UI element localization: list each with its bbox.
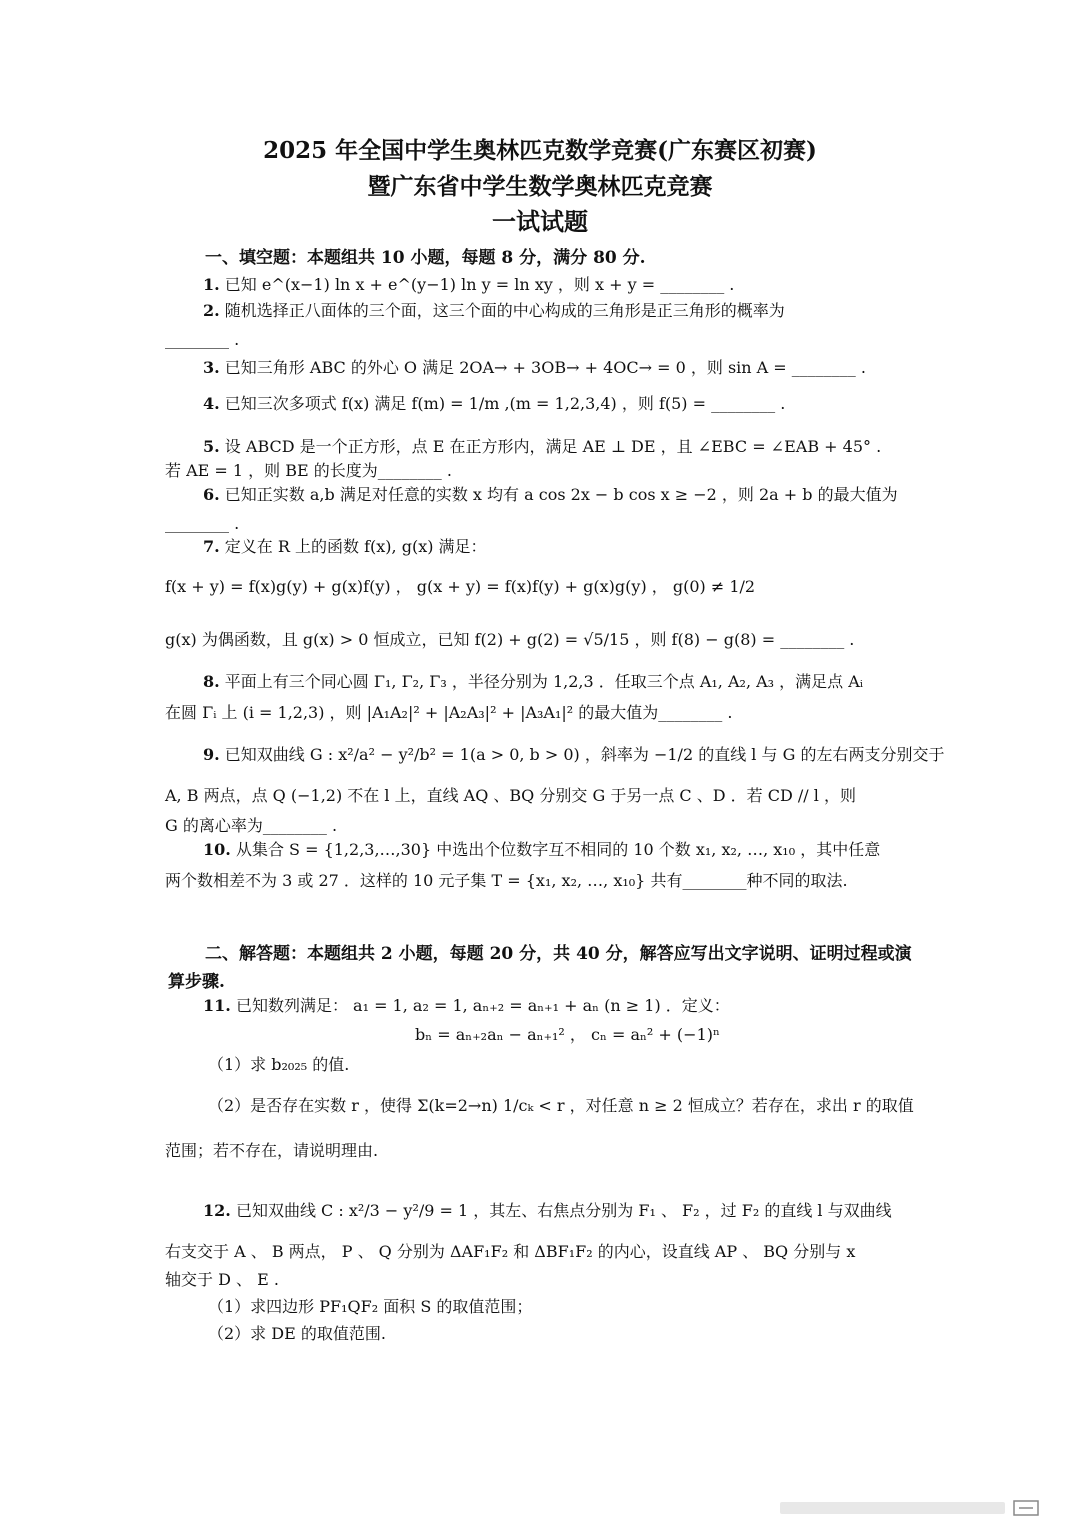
question-number: 4. — [203, 394, 220, 413]
question-6-cont: ________ . — [165, 514, 240, 533]
question-number: 11. — [203, 996, 231, 1015]
question-12-line-3: 轴交于 D 、 E . — [165, 1270, 279, 1289]
question-number: 8. — [203, 672, 220, 691]
question-4 — [203, 389, 785, 419]
question-number: 2. — [203, 301, 220, 320]
title-line-3: 一试试题 — [492, 207, 588, 236]
question-number: 1. — [203, 275, 220, 294]
question-text: 已知双曲线 C : x²/3 − y²/9 = 1 ，其左、右焦点分别为 F₁ 、 F₂ ，过 F₂ 的直线 l 与双曲线 — [235, 1201, 892, 1220]
question-number: 9. — [203, 745, 220, 764]
question-number: 6. — [203, 485, 220, 504]
question-text: 已知 e^(x−1) ln x + e^(y−1) ln y = ln xy ，则 x + y = ________ . — [224, 275, 735, 294]
scroll-indicator[interactable] — [780, 1497, 1055, 1519]
question-text: 定义在 R 上的函数 f(x), g(x) 满足： — [224, 537, 487, 556]
question-8-cont: 在圆 Γᵢ 上 (i = 1,2,3) ，则 |A₁A₂|² + |A₂A₃|² + |A₃A₁|² 的最大值为________ . — [165, 703, 733, 722]
question-text: 已知正实数 a,b 满足对任意的实数 x 均有 a cos 2x − b cos x ≥ −2 ，则 2a + b 的最大值为 — [224, 485, 898, 504]
question-7-line-3: g(x) 为偶函数，且 g(x) > 0 恒成立，已知 f(2) + g(2) = √5/15 ，则 f(8) − g(8) = ________ . — [165, 630, 855, 649]
title-line-1: 2025 年全国中学生奥林匹克数学竞赛(广东赛区初赛) — [263, 137, 817, 164]
question-9-line-3: G 的离心率为________ . — [165, 816, 338, 835]
title-line-2: 暨广东省中学生数学奥林匹克竞赛 — [367, 173, 713, 200]
question-11 — [203, 991, 730, 1021]
question-12-part-2: （2）求 DE 的取值范围. — [208, 1324, 386, 1343]
question-11-part-2-cont: 范围；若不存在，请说明理由. — [165, 1141, 379, 1160]
question-text: 随机选择正八面体的三个面，这三个面的中心构成的三角形是正三角形的概率为 — [224, 301, 785, 320]
scroll-track[interactable] — [780, 1502, 1005, 1514]
question-3 — [203, 353, 866, 383]
question-text: 已知三角形 ABC 的外心 O 满足 2OA→ + 3OB→ + 4OC→ = 0 ，则 sin A = ________ . — [224, 358, 866, 377]
question-12-part-1: （1）求四边形 PF₁QF₂ 面积 S 的取值范围； — [208, 1297, 533, 1316]
question-text: 已知三次多项式 f(x) 满足 f(m) = 1/m ,(m = 1,2,3,4) ，则 f(5) = ________ . — [224, 394, 786, 413]
question-5-cont: 若 AE = 1 ，则 BE 的长度为________ . — [165, 461, 452, 480]
question-number: 5. — [203, 437, 220, 456]
question-11-part-1: （1）求 b₂₀₂₅ 的值. — [208, 1055, 350, 1074]
question-12-line-2: 右支交于 A 、 B 两点， P 、 Q 分别为 ΔAF₁F₂ 和 ΔBF₁F₂ 的内心，设直线 AP 、 BQ 分别与 x — [165, 1242, 856, 1261]
question-7-line-2: f(x + y) = f(x)g(y) + g(x)f(y) ， g(x + y) = f(x)f(y) + g(x)g(y) ， g(0) ≠ 1/2 — [165, 577, 756, 596]
question-number: 10. — [203, 840, 231, 859]
question-9-line-2: A, B 两点，点 Q (−1,2) 不在 l 上，直线 AQ 、BQ 分别交 G 于另一点 C 、D ．若 CD // l ，则 — [165, 786, 856, 805]
question-text: 从集合 S = {1,2,3,…,30} 中选出个位数字互不相同的 10 个数 x₁, x₂, …, x₁₀ ，其中任意 — [235, 840, 881, 859]
question-text: 平面上有三个同心圆 Γ₁, Γ₂, Γ₃ ，半径分别为 1,2,3 ．任取三个点 A₁, A₂, A₃ ，满足点 Aᵢ — [224, 672, 864, 691]
question-number: 3. — [203, 358, 220, 377]
question-11-formula: bₙ = aₙ₊₂aₙ − aₙ₊₁² ， cₙ = aₙ² + (−1)ⁿ — [415, 1025, 720, 1044]
question-8 — [203, 667, 863, 697]
question-number: 12. — [203, 1201, 231, 1220]
question-10 — [203, 835, 880, 865]
question-text: 已知双曲线 G : x²/a² − y²/b² = 1(a > 0, b > 0) ，斜率为 −1/2 的直线 l 与 G 的左右两支分别交于 — [224, 745, 945, 764]
question-number: 7. — [203, 537, 220, 556]
question-2-cont: ________ . — [165, 330, 240, 349]
question-9 — [203, 740, 944, 770]
question-12 — [203, 1196, 892, 1226]
question-6 — [203, 480, 898, 510]
question-10-cont: 两个数相差不为 3 或 27 ．这样的 10 元子集 T = {x₁, x₂, …, x₁₀} 共有________种不同的取法. — [165, 871, 848, 890]
question-text: 设 ABCD 是一个正方形，点 E 在正方形内，满足 AE ⊥ DE ，且 ∠EBC = ∠EAB + 45° . — [224, 437, 882, 456]
question-2 — [203, 296, 785, 326]
section-2-heading: 二、解答题：本题组共 2 小题，每题 20 分，共 40 分，解答应写出文字说明、证明过程或演算步骤. — [168, 944, 912, 992]
question-11-part-2: （2）是否存在实数 r ，使得 Σ(k=2→n) 1/cₖ < r ，对任意 n ≥ 2 恒成立？若存在，求出 r 的取值 — [208, 1096, 914, 1115]
section-1-heading: 一、填空题：本题组共 10 小题，每题 8 分，满分 80 分. — [205, 248, 646, 268]
question-7 — [203, 532, 487, 562]
question-text: 已知数列满足： a₁ = 1, a₂ = 1, aₙ₊₂ = aₙ₊₁ + aₙ (n ≥ 1) ．定义： — [235, 996, 730, 1015]
scroll-indicator-icon[interactable] — [1013, 1498, 1039, 1518]
